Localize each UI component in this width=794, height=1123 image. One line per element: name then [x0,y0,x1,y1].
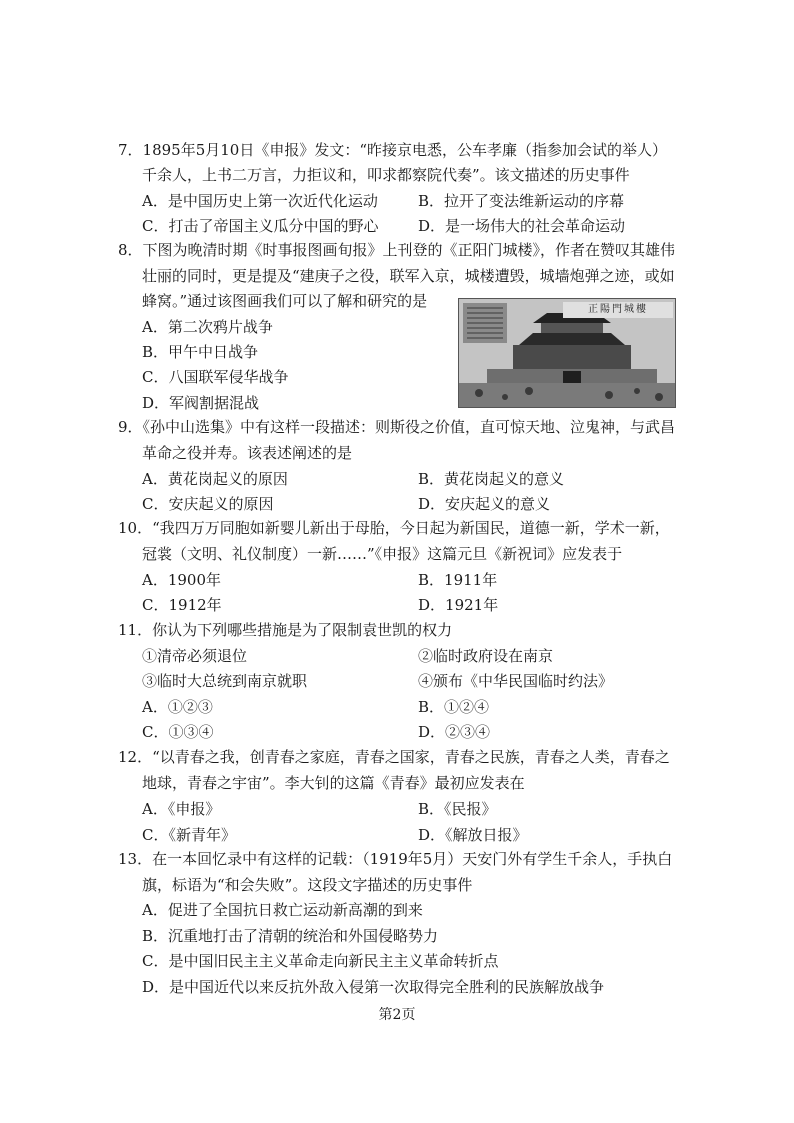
page-number: 第2页 [378,1007,416,1023]
q10-option-a: A．1900年 [142,571,222,589]
q9-option-d: D．安庆起义的意义 [418,495,551,513]
q12-option-c: C．《新青年》 [142,826,236,844]
q7-stem-line1: 7．1895年5月10日《申报》发文：“昨接京电悉，公车孝廉（指参加会试的举人） [118,141,668,159]
q13-option-b: B．沉重地打击了清朝的统治和外国侵略势力 [142,927,439,945]
q11-stem: 11．你认为下列哪些措施是为了限制袁世凯的权力 [118,621,453,639]
q8-stem-line3: 蜂窝。”通过该图画我们可以了解和研究的是 [142,292,428,310]
q7-option-d: D．是一场伟大的社会革命运动 [418,217,626,235]
q9-stem-line2: 革命之役并寿。该表述阐述的是 [142,444,353,462]
q8-option-d: D．军阀割据混战 [142,394,260,412]
q11-item-3: ③临时大总统到南京就职 [142,672,308,690]
q10-option-b: B．1911年 [418,571,498,589]
q9-option-c: C．安庆起义的原因 [142,495,274,513]
q12-option-a: A．《申报》 [142,800,221,818]
q12-stem-line1: 12．“以青春之我，创青春之家庭，青春之国家，青春之民族，青春之人类，青春之 [118,748,670,766]
q10-option-c: C．1912年 [142,596,222,614]
q7-option-c: C．打击了帝国主义瓜分中国的野心 [142,217,379,235]
q13-option-c: C．是中国旧民主主义革命走向新民主主义革命转折点 [142,952,499,970]
q13-option-d: D．是中国近代以来反抗外敌入侵第一次取得完全胜利的民族解放战争 [142,978,605,996]
q13-option-a: A．促进了全国抗日救亡运动新高潮的到来 [142,901,423,919]
q7-option-b: B．拉开了变法维新运动的序幕 [418,192,625,210]
q12-option-b: B．《民报》 [418,800,497,818]
q13-stem-line2: 旗，标语为“和会失败”。这段文字描述的历史事件 [142,876,473,894]
q9-option-a: A．黄花岗起义的原因 [142,470,288,488]
q11-option-c: C．①③④ [142,723,214,741]
q7-stem-line2: 千余人，上书二万言，力拒议和，叩求都察院代奏”。该文描述的历史事件 [142,166,630,184]
q11-option-b: B．①②④ [418,698,490,716]
q12-stem-line2: 地球，青春之宇宙”。李大钊的这篇《青春》最初应发表在 [142,774,525,792]
q8-option-b: B．甲午中日战争 [142,343,259,361]
q11-item-2: ②临时政府设在南京 [418,647,554,665]
q10-stem-line2: 冠裳（文明、礼仪制度）一新……”《申报》这篇元旦《新祝词》应发表于 [142,545,623,563]
q11-option-d: D．②③④ [418,723,491,741]
q8-option-a: A．第二次鸦片战争 [142,318,273,336]
q9-option-b: B．黄花岗起义的意义 [418,470,565,488]
illustration-caption: 正陽門城樓 [563,302,673,318]
q12-option-d: D．《解放日报》 [418,826,528,844]
q11-item-1: ①清帝必须退位 [142,647,248,665]
q8-option-c: C．八国联军侵华战争 [142,368,289,386]
zhengyangmen-illustration [458,298,676,408]
q11-item-4: ④颁布《中华民国临时约法》 [418,672,614,690]
q8-stem-line2: 壮丽的同时，更是提及“建庚子之役，联军入京，城楼遭毁，城墙炮弹之迹，或如 [142,267,675,285]
q7-option-a: A．是中国历史上第一次近代化运动 [142,192,378,210]
q13-stem-line1: 13．在一本回忆录中有这样的记载：（1919年5月）天安门外有学生千余人，手执白 [118,850,673,868]
q8-stem-line1: 8．下图为晚清时期《时事报图画旬报》上刊登的《正阳门城楼》，作者在赞叹其雄伟 [118,241,676,259]
q11-option-a: A．①②③ [142,698,213,716]
q10-option-d: D．1921年 [418,596,499,614]
q10-stem-line1: 10．“我四万万同胞如新婴儿新出于母胎，今日起为新国民，道德一新，学术一新， [118,519,670,537]
q9-stem-line1: 9．《孙中山选集》中有这样一段描述：则斯役之价值，直可惊天地、泣鬼神，与武昌 [118,418,676,436]
